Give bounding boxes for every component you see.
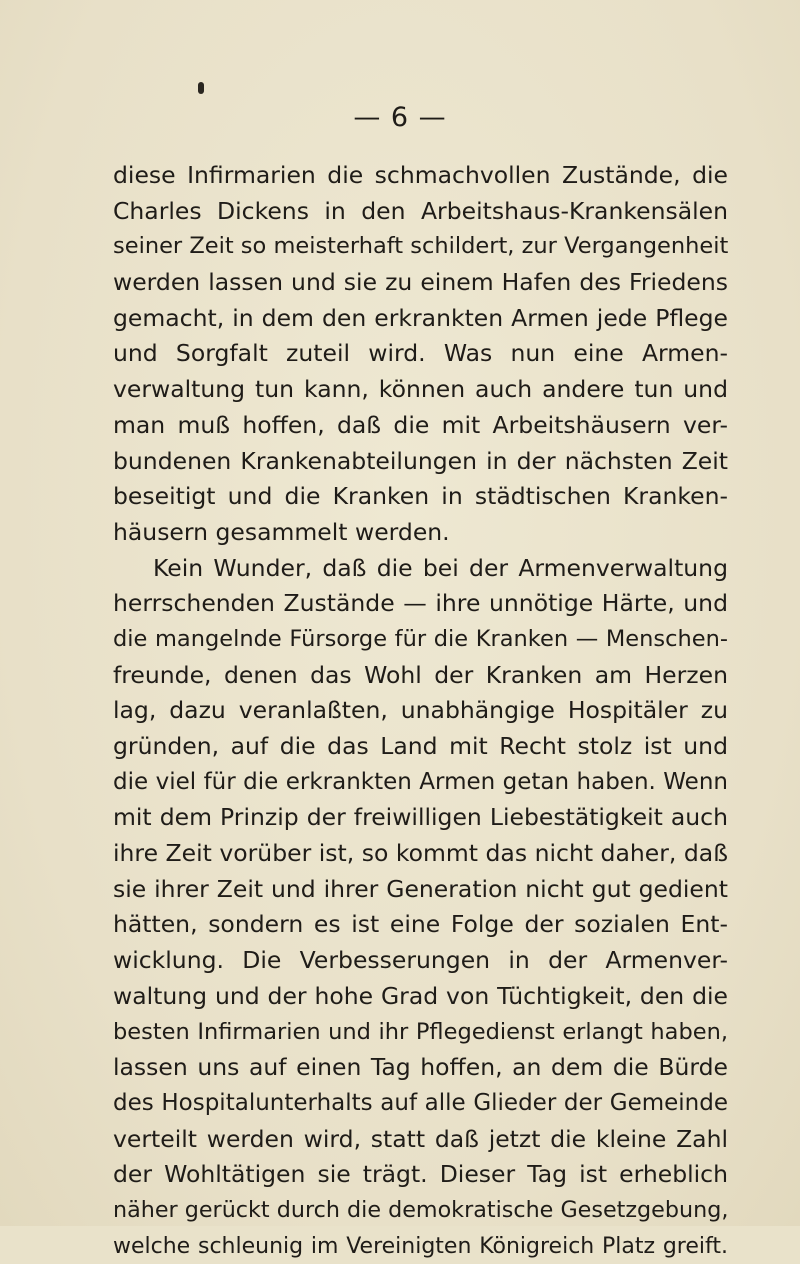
text-line: wicklung. Die Verbesserungen in der Armenver- [113,946,728,975]
text-line: lassen uns auf einen Tag hoffen, an dem die Bürde [113,1053,728,1082]
text-line: des Hospitalunterhalts auf alle Glieder der Gemeinde [113,1089,728,1116]
text-line: beseitigt und die Kranken in städtischen Kranken- [113,482,728,511]
text-line: sie ihrer Zeit und ihrer Generation nicht gut gedient [113,874,728,903]
text-line: werden lassen und sie zu einem Hafen des Friedens [113,268,728,297]
text-line: und Sorgfalt zuteil wird. Was nun eine Armen- [113,339,728,368]
text-line: näher gerückt durch die demokratische Gesetzgebung, [113,1196,729,1223]
text-line: waltung und der hohe Grad von Tüchtigkeit, den die [113,981,728,1010]
text-line: verteilt werden wird, statt daß jetzt die kleine Zahl [113,1124,728,1153]
text-line: besten Infirmarien und ihr Pflegedienst erlangt haben, [113,1018,728,1045]
text-line: lag, dazu veranlaßten, unabhängige Hospitäler zu [113,696,728,725]
text-line: die mangelnde Fürsorge für die Kranken — Menschen- [113,625,728,652]
text-line: verwaltung tun kann, können auch andere tun und [113,375,728,404]
text-line: ihre Zeit vorüber ist, so kommt das nicht daher, daß [113,839,728,868]
text-line: die viel für die erkrankten Armen getan haben. Wenn [113,768,728,795]
text-line: freunde, denen das Wohl der Kranken am Herzen [113,660,728,689]
text-line: welche schleunig im Vereinigten Königreich Platz greift. [113,1233,728,1259]
text-line: häusern gesammelt werden. [113,517,450,546]
text-line: der Wohltätigen sie trägt. Dieser Tag ist erheblich [113,1160,728,1189]
text-line: gründen, auf die das Land mit Recht stolz ist und [113,732,728,760]
body-text [113,158,728,1264]
ink-speck [198,82,204,94]
text-line: hätten, sondern es ist eine Folge der sozialen Ent- [113,910,728,939]
text-line: mit dem Prinzip der freiwilligen Liebestätigkeit auch [113,803,728,832]
text-line: herrschenden Zustände — ihre unnötige Härte, und [113,589,728,618]
text-line: man muß hoffen, daß die mit Arbeitshäusern ver- [113,410,728,439]
text-line: Kein Wunder, daß die bei der Armenverwaltung [153,553,728,582]
page-number: — 6 — [353,102,447,133]
text-line: diese Infirmarien die schmachvollen Zustände, die [113,161,728,189]
text-line: gemacht, in dem den erkrankten Armen jede Pflege [113,303,728,332]
text-line: bundenen Krankenabteilungen in der nächsten Zeit [113,446,728,475]
text-line: seiner Zeit so meisterhaft schildert, zur Vergangenheit [113,233,729,260]
text-line: Charles Dickens in den Arbeitshaus-Krankensälen [113,196,728,225]
